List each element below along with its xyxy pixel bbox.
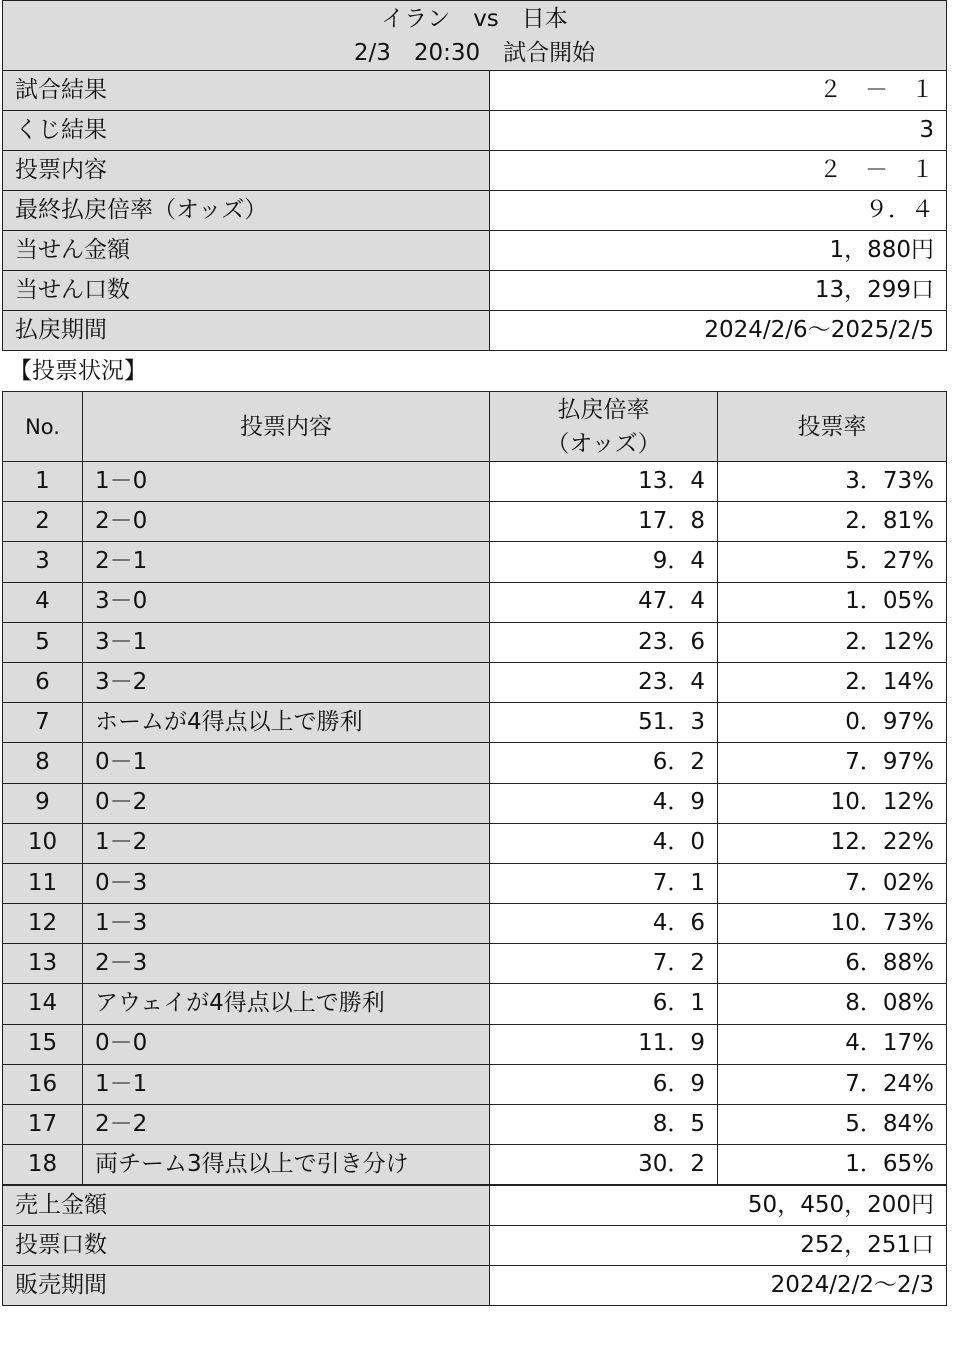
row-rate: 2．12% (718, 622, 947, 662)
table-row (3, 662, 947, 702)
col-header-odds (490, 392, 718, 462)
match-header (3, 1, 947, 71)
row-no: 1 (3, 462, 83, 502)
section-title: 【投票状況】 (9, 358, 147, 384)
row-rate: 5．27% (718, 542, 947, 582)
row-content: 0－2 (83, 783, 490, 823)
row-content: 0－3 (83, 863, 490, 903)
row-odds: 4．0 (490, 823, 718, 863)
row-content: 2－0 (83, 502, 490, 542)
summary-row (3, 151, 947, 191)
col-header-no: No. (3, 392, 83, 462)
summary-row (3, 231, 947, 271)
summary-value: ２ － １ (490, 151, 947, 191)
row-odds: 47．4 (490, 582, 718, 622)
row-no: 5 (3, 622, 83, 662)
row-no: 11 (3, 863, 83, 903)
row-content: 1－0 (83, 462, 490, 502)
vote-table-header (3, 392, 947, 462)
row-no: 6 (3, 662, 83, 702)
summary-value: 1，880円 (490, 231, 947, 271)
sales-value: 252，251口 (490, 1226, 947, 1266)
row-rate: 7．24% (718, 1064, 947, 1104)
row-rate: 8．08% (718, 984, 947, 1024)
row-rate: 5．84% (718, 1105, 947, 1145)
row-no: 12 (3, 904, 83, 944)
summary-label: くじ結果 (3, 111, 490, 151)
row-rate: 7．02% (718, 863, 947, 903)
table-row (3, 1024, 947, 1064)
row-no: 8 (3, 743, 83, 783)
table-row (3, 863, 947, 903)
summary-label: 払戻期間 (3, 311, 490, 351)
row-rate: 10．12% (718, 783, 947, 823)
row-odds: 4．6 (490, 904, 718, 944)
row-odds: 6．2 (490, 743, 718, 783)
sales-row (3, 1186, 947, 1226)
row-no: 10 (3, 823, 83, 863)
row-rate: 1．05% (718, 582, 947, 622)
row-odds: 7．2 (490, 944, 718, 984)
row-no: 15 (3, 1024, 83, 1064)
row-content: 両チーム3得点以上で引き分け (83, 1145, 490, 1185)
vote-table (2, 391, 947, 1185)
row-odds: 51．3 (490, 703, 718, 743)
summary-row (3, 71, 947, 111)
summary-row (3, 311, 947, 351)
row-odds: 13．4 (490, 462, 718, 502)
table-row (3, 1145, 947, 1185)
row-rate: 1．65% (718, 1145, 947, 1185)
sales-label: 投票口数 (3, 1226, 490, 1266)
row-content: 3－1 (83, 622, 490, 662)
row-no: 18 (3, 1145, 83, 1185)
row-odds: 30．2 (490, 1145, 718, 1185)
row-content: 1－3 (83, 904, 490, 944)
table-row (3, 502, 947, 542)
row-odds: 8．5 (490, 1105, 718, 1145)
row-content: 3－2 (83, 662, 490, 702)
col-header-rate: 投票率 (718, 392, 947, 462)
table-row (3, 743, 947, 783)
sales-row (3, 1266, 947, 1306)
row-no: 4 (3, 582, 83, 622)
col-header-content: 投票内容 (83, 392, 490, 462)
summary-value: 2024/2/6～2025/2/5 (490, 311, 947, 351)
col-header-odds-line1: 払戻倍率 (557, 396, 650, 423)
sales-label: 売上金額 (3, 1186, 490, 1226)
row-odds: 4．9 (490, 783, 718, 823)
summary-value: 13，299口 (490, 271, 947, 311)
row-no: 3 (3, 542, 83, 582)
sales-label: 販売期間 (3, 1266, 490, 1306)
sales-value: 50，450，200円 (490, 1186, 947, 1226)
row-odds: 6．9 (490, 1064, 718, 1104)
row-rate: 0．97% (718, 703, 947, 743)
row-rate: 3．73% (718, 462, 947, 502)
summary-label: 最終払戻倍率（オッズ） (3, 191, 490, 231)
row-content: 1－1 (83, 1064, 490, 1104)
row-odds: 23．6 (490, 622, 718, 662)
row-odds: 9．4 (490, 542, 718, 582)
row-content: アウェイが4得点以上で勝利 (83, 984, 490, 1024)
summary-value: ２ － １ (490, 71, 947, 111)
table-row (3, 823, 947, 863)
table-row (3, 984, 947, 1024)
row-no: 17 (3, 1105, 83, 1145)
row-no: 7 (3, 703, 83, 743)
row-odds: 17．8 (490, 502, 718, 542)
vote-table-body (3, 462, 947, 1185)
row-rate: 2．14% (718, 662, 947, 702)
row-odds: 23．4 (490, 662, 718, 702)
table-row (3, 1105, 947, 1145)
row-content: 1－2 (83, 823, 490, 863)
summary-label: 当せん口数 (3, 271, 490, 311)
row-no: 13 (3, 944, 83, 984)
table-row (3, 944, 947, 984)
table-row (3, 904, 947, 944)
kickoff-time: 2/3 20:30 試合開始 (353, 39, 596, 66)
toto-result-document (2, 0, 946, 1306)
table-row (3, 1064, 947, 1104)
row-odds: 7．1 (490, 863, 718, 903)
summary-row (3, 111, 947, 151)
row-content: 0－0 (83, 1024, 490, 1064)
match-title: イラン vs 日本 (381, 5, 568, 32)
summary-value: ９．４ (490, 191, 947, 231)
table-row (3, 582, 947, 622)
col-header-odds-line2: （オッズ） (546, 430, 661, 457)
row-no: 14 (3, 984, 83, 1024)
row-no: 16 (3, 1064, 83, 1104)
row-content: 2－3 (83, 944, 490, 984)
row-rate: 2．81% (718, 502, 947, 542)
summary-label: 投票内容 (3, 151, 490, 191)
row-rate: 12．22% (718, 823, 947, 863)
table-row (3, 783, 947, 823)
sales-table (2, 1185, 947, 1306)
row-content: 2－1 (83, 542, 490, 582)
row-rate: 6．88% (718, 944, 947, 984)
table-row (3, 462, 947, 502)
table-row (3, 622, 947, 662)
summary-row (3, 191, 947, 231)
sales-row (3, 1226, 947, 1266)
row-rate: 4．17% (718, 1024, 947, 1064)
row-content: 3－0 (83, 582, 490, 622)
row-odds: 6．1 (490, 984, 718, 1024)
summary-label: 試合結果 (3, 71, 490, 111)
summary-table (2, 0, 947, 351)
row-content: 2－2 (83, 1105, 490, 1145)
row-content: ホームが4得点以上で勝利 (83, 703, 490, 743)
table-row (3, 542, 947, 582)
summary-row (3, 271, 947, 311)
row-no: 9 (3, 783, 83, 823)
row-rate: 7．97% (718, 743, 947, 783)
table-row (3, 703, 947, 743)
row-rate: 10．73% (718, 904, 947, 944)
row-no: 2 (3, 502, 83, 542)
summary-label: 当せん金額 (3, 231, 490, 271)
row-odds: 11．9 (490, 1024, 718, 1064)
row-content: 0－1 (83, 743, 490, 783)
summary-value: 3 (490, 111, 947, 151)
sales-value: 2024/2/2～2/3 (490, 1266, 947, 1306)
